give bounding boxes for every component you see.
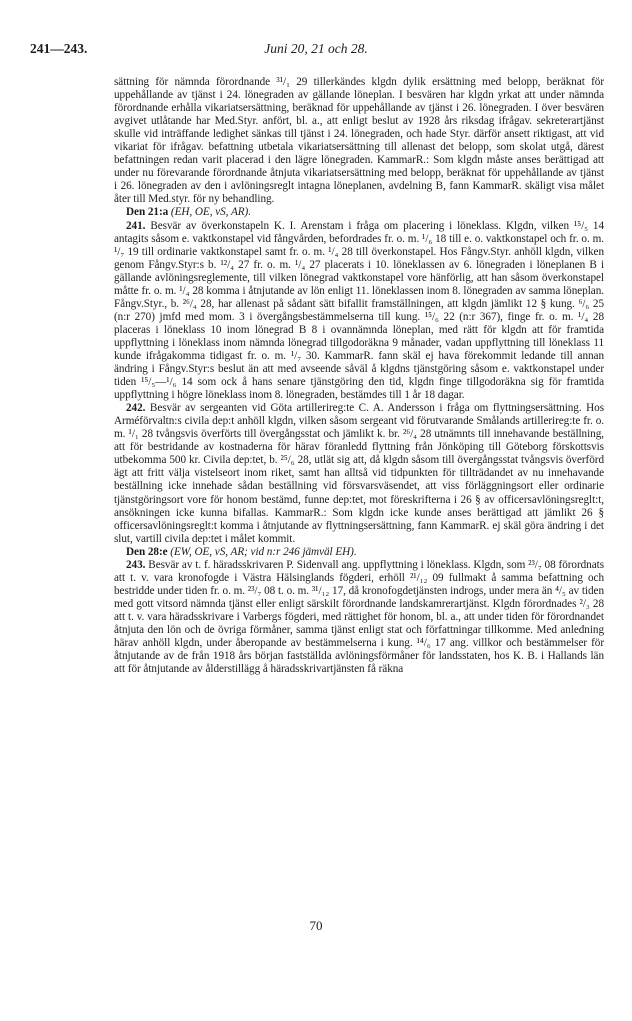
case-242 [114, 402, 604, 546]
court-session-heading [114, 546, 604, 559]
page-number: 70 [309, 918, 323, 933]
session-date-label: Den 28:e [126, 545, 168, 558]
case-text: Besvär av t. f. häradsskrivaren P. Sidenvall ang. uppflyttning i löneklass. Klgdn, som ²³/₇ 08 förordnats att t. v. vara kronofogde i Västra Hälsinglands fögderi, erhöll ²¹/₁₂ 09 fullmakt å samma befattning och bestridde under tiden fr. o. m. ²³/₇ 08 t. o. m. ³¹/₁₂ 17, då kronofogdetjänsten indrogs, under mera än ⁴/₅ av tiden med gott vitsord nämnda tjänst eller enligt särskilt förordnande landskamrerartjänst. Klgdn förordnades ²/₃ 28 att t. v. vara häradsskrivare i Varbergs fögderi, med rättighet för honom, bl. a., att under tiden för förordnandet åtnjuta den lön och de övriga förmåner, samma tjänst enligt stat och författningar tillkomme. Med anledning härav anhöll klgdn, under åberopande av bestämmelserna i kung. ¹⁴/₆ 17 ang. villkor och bestämmelser för åtnjutande av de från 1918 års början fastställda avlöningsförmåner för landsstaten, hos K. B. i Hallands län att för åtnjutande av ålderstillägg å häradsskrivartjänsten få räkna [114, 558, 604, 676]
body-text [114, 76, 604, 676]
case-number: 243. [126, 558, 146, 571]
case-243 [114, 559, 604, 676]
case-text: Besvär av överkonstapeln K. I. Arenstam i fråga om placering i löneklass. Klgdn, vilken ¹⁵/₅ 14 antagits såsom e. vaktkonstapel vid fångvården, befordrades fr. o. m. ¹/₆ 18 till e. o. vaktkonstapel och fr. o. m. ¹/₇ 19 till ordinarie vaktkonstapel samt fr. o. m. ¹/₄ 28 till överkonstapel. Hos Fångv.Styr. anhöll klgdn, vilken genom Fångv.Styr:s b. ¹²/₄ 27 fr. o. m. ¹/₄ 27 placerats i 10. löneklassen av 6. lönegraden i löneplanen B i gällande avlöningsreglemente, till vilken lönegrad vaktkonstapel vore hänförlig, att han såsom överkonstapel måtte fr. o. m. ¹/₄ 28 komma i åtnjutande av lön enligt 11. löneklassen inom 8. lönegraden av samma löneplan. Fångv.Styr., b. ²⁶/₄ 28, har allenast på sådant sätt bifallit framställningen, att klgdn jämlikt 12 § kung. ⁶/₆ 25 (n:r 270) jmfd med mom. 3 i övergångsbestämmelserna till kung. ¹⁵/₆ 22 (n:r 367), finge fr. o. m. ¹/₄ 28 placeras i löneklass 10 inom lönegrad B 8 i ovannämnda löneplan, med rätt för klgdn att för framtida uppflyttning i löneklass inom nämnda lönegrad tillgodoräkna 9 månader, vadan uppflyttning till löneklass 11 kunde ifrågakomma tidigast fr. o. m. ¹/₇ 30. KammarR. fann skäl ej hava förekommit ledande till annan ändring i Fångv.Styr:s beslut än att med avseende såväl å klgdns tjänstgöring såsom e. vaktkonstapel under tiden ¹⁵/₅—¹/₆ 14 som ock å hans senare tjänstgöring den tid, klgdn finge tillgodoräkna sig för framtida uppflyttning i högre löneklass inom 8. lönegraden, bestämdes till 1 år 18 dagar. [114, 219, 604, 402]
case-number: 242. [126, 402, 146, 415]
session-date-label: Den 21:a [126, 206, 169, 219]
page-header [30, 41, 602, 63]
case-text: Besvär av sergeanten vid Göta artillerireg:te C. A. Andersson i fråga om flyttningsersättning. Hos Arméförvaltn:s civila dep:t anhöll klgdn, vilken såsom sergeant vid förutvarande Smålands artillerireg:te fr. o. m. ¹/₁ 28 tvångsvis överförts till övergångsstat och jämlikt k. br. ²⁶/₄ 28 utnämnts till innehavande beställning, att för bestridande av kostnaderna för härav föranledd flyttning från Jönköping till Göteborg förskottsvis utbekomma 500 kr. Civila dep:tet, b. ²⁵/₆ 28, utlät sig att, då klgdn såsom till övergångsstat tvångsvis överförd ägt att fritt välja vistelseort inom riket, samt han alltså vid tidpunkten för tillträdandet av nu innehavande beställning icke innehade sådan beställning vid försvarsväsendet, att viss förläggningsort eller ordinarie tjänstgöringsort vore för honom bestämd, funne dep:tet, mot föreskrifterna i 26 § av officersavlöningsreglt:t, ansökningen icke kunna bifallas. KammarR.: Som klgdn icke kunde anses berättigad att jämlikt 26 § officersavlöningsreglt:t komma i åtnjutande av flyttningsersättning, fann KammarR. ej skäl göra ändring i det slut, vartill civila dep:tet i målet kommit. [114, 402, 604, 545]
paragraph-continuation: sättning för nämnda förordnande ³¹/₁ 29 tillerkändes klgdn dylik ersättning med belopp, beräknat för uppehållande av tjänst i 24. lönegraden av gällande löneplan. I besvären har klgdn yrkat att under nämnda förordnande erhålla vikariatsersättning, beräknad för uppehållande av tjänst i 26. lönegraden. I över besvären avgivet utlåtande har Med.Styr. anfört, bl. a., att enligt beslut av 1928 års riksdag ifrågav. sekreterartjänst skulle vid inträffande ledighet sänkas till tjänst i 24. lönegraden, och hade Styr. därför ansett riktigast, att vid vikariat för ifrågav. befattning utbetala vikariatsersättning till allenast det belopp, som skolat utgå, därest befattningen redan varit placerad i den lägre lönegraden. KammarR.: Som klgdn måste anses berättigad att under nu förevarande förordnande åtnjuta vikariatsersättning med belopp, beräknat för uppehållande av tjänst i 26. lönegraden av den i avlöningsreglt intagna löneplanen, avdelning B, fann KammarR. skäligt visa målet åter till Med.styr. för ny behandling. [114, 76, 604, 206]
header-dates: Juni 20, 21 och 28. [264, 41, 368, 56]
session-judges: (EW, OE, vS, AR; vid n:r 246 jämväl EH). [170, 545, 357, 558]
case-241 [114, 220, 604, 403]
court-session-heading [114, 206, 604, 219]
session-judges: (EH, OE, vS, AR). [170, 206, 251, 219]
page-range: 241—243. [30, 41, 88, 56]
case-number: 241. [126, 219, 146, 232]
